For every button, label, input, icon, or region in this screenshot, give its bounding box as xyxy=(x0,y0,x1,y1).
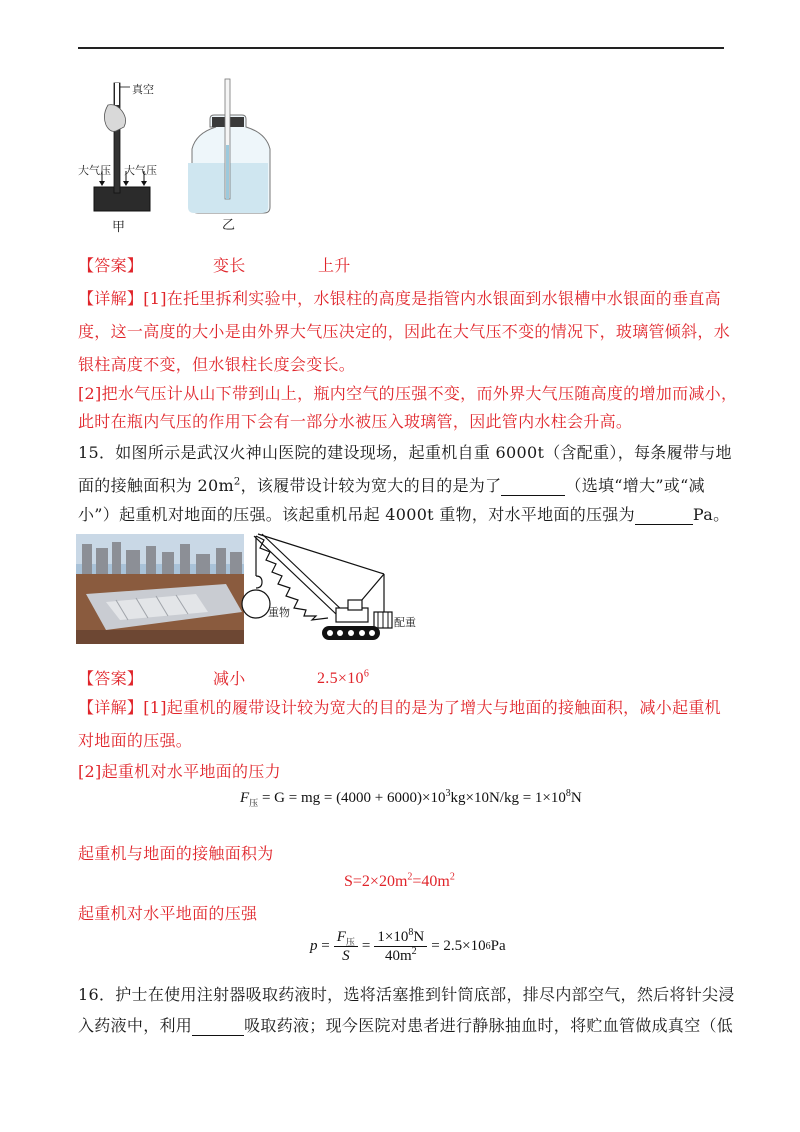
q15-line-2: 面的接触面积为 $20m^2$，该履带设计较为宽大的目的是为了 （选填“增大”或“减 xyxy=(78,476,705,495)
equation-area: $S=2\times 20m^2=40m^2$ xyxy=(344,871,455,890)
answer-tag: 【答案】 xyxy=(78,669,144,688)
label-vacuum: 真空 xyxy=(132,83,154,96)
label-weight: 重物 xyxy=(268,606,290,619)
q16-line-2: 入药液中，利用 吸取药液；现今医院对患者进行静脉抽血时，将贮血管做成真空（低 xyxy=(78,1016,734,1035)
detail15-line-2: 对地面的压强。 xyxy=(78,731,193,750)
detail14-line-2: 度，这一高度的大小是由外界大气压决定的，因此在大气压不变的情况下，玻璃管倾斜，水 xyxy=(78,322,731,341)
answer-tag: 【答案】 xyxy=(78,256,144,275)
detail14-line-3: 银柱高度不变，但水银柱长度会变长。 xyxy=(78,355,356,374)
crane-diagram xyxy=(240,528,420,646)
q15-line-1: 15．如图所示是武汉火神山医院的建设现场，起重机自重 6000t（含配重），每条履带与地 xyxy=(78,443,732,462)
bottle-barometer xyxy=(188,79,270,213)
label-atm-right: 大气压 xyxy=(124,164,157,177)
label-yi: 乙 xyxy=(222,218,236,233)
fraction-values: $\frac{1\times 10^8N}{40m^2}$ xyxy=(374,928,427,965)
detail15-line-4: 起重机与地面的接触面积为 xyxy=(78,844,274,863)
q15-line-3: 小”）起重机对地面的压强。该起重机吊起 4000t 重物，对水平地面的压强为 Pa。 xyxy=(78,505,730,524)
answer14-a2: 上升 xyxy=(318,256,351,275)
q16-blank-1[interactable] xyxy=(192,1019,244,1036)
detail14-line-1: 【详解】[1]在托里拆利实验中，水银柱的高度是指管内水银面到水银槽中水银面的垂直高 xyxy=(78,289,721,308)
detail14-line-4: [2]把水气压计从山下带到山上，瓶内空气的压强不变，而外界大气压随高度的增加而减小， xyxy=(78,384,738,403)
answer14-line xyxy=(78,256,351,276)
label-jia: 甲 xyxy=(112,220,126,235)
figure-torricelli-and-bottle xyxy=(78,75,278,225)
label-counterweight: 配重 xyxy=(394,616,416,629)
header-rule xyxy=(78,47,724,49)
detail14-line-5: 此时在瓶内气压的作用下会有一部分水被压入玻璃管，因此管内水柱会升高。 xyxy=(78,412,633,431)
fraction-f-over-s: $\frac{F_压}{S}$ xyxy=(334,928,358,965)
answer15-a1: 减小 xyxy=(213,669,246,688)
answer15-line xyxy=(78,668,370,689)
answer15-a2: $2.5\times 10^6$ xyxy=(317,668,370,687)
detail15-line-5: 起重机对水平地面的压强 xyxy=(78,904,258,923)
equation-force: $F_压 = G$ = mg = $(4000 + 6000)\times 10^3kg\times 10N/kg = 1\times 10^8N$ xyxy=(240,788,582,808)
torricelli-apparatus xyxy=(94,83,150,211)
detail15-line-3: [2]起重机对水平地面的压力 xyxy=(78,762,281,781)
equation-pressure: p = $\frac{F_压}{S}$ = $\frac{1\times 10^8N}{40m^2}$ = 2.5×10 6 Pa xyxy=(310,927,506,964)
detail15-line-1: 【详解】[1]起重机的履带设计较为宽大的目的是为了增大与地面的接触面积，减小起重机 xyxy=(78,698,721,717)
label-atm-left: 大气压 xyxy=(78,164,111,177)
q15-blank-2[interactable] xyxy=(635,508,693,525)
q16-line-1: 16．护士在使用注射器吸取药液时，选将活塞推到针筒底部，排尽内部空气，然后将针尖浸 xyxy=(78,985,735,1004)
answer14-a1: 变长 xyxy=(213,256,246,275)
q15-blank-1[interactable] xyxy=(501,479,565,496)
construction-site-photo xyxy=(76,534,244,644)
